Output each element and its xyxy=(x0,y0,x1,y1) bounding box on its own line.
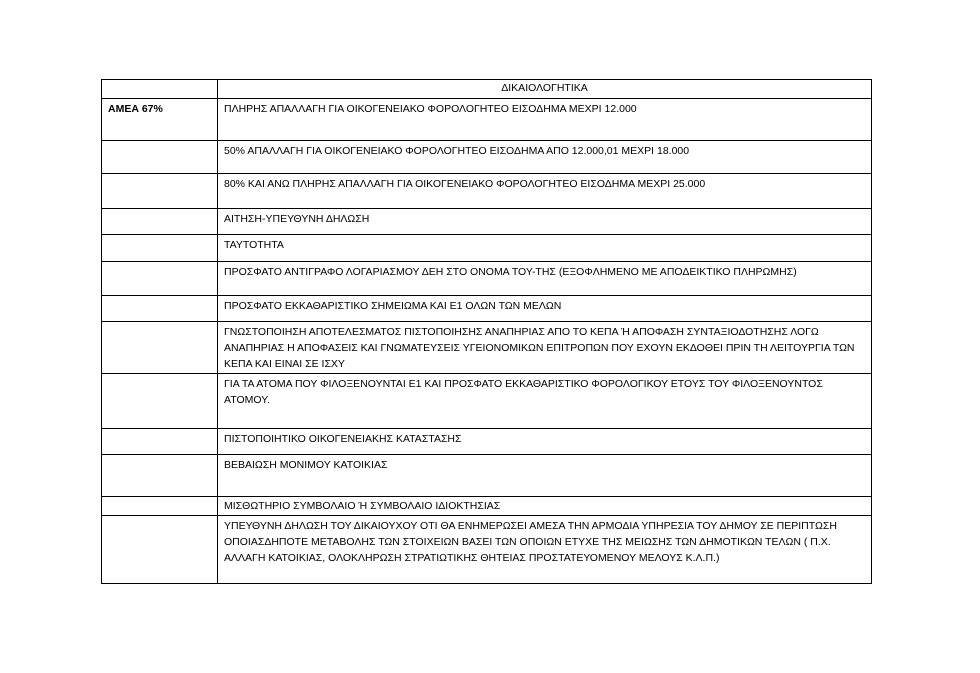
requirement-text: ΠΛΗΡΗΣ ΑΠΑΛΛΑΓΗ ΓΙΑ ΟΙΚΟΓΕΝΕΙΑΚΟ ΦΟΡΟΛΟΓΗΤΕΟ ΕΙΣΟΔΗΜΑ ΜΕΧΡΙ 12.000 xyxy=(224,103,637,115)
table-row xyxy=(102,209,872,235)
requirement-text: ΤΑΥΤΟΤΗΤΑ xyxy=(224,239,284,251)
requirement-cell xyxy=(218,516,872,584)
requirement-text: ΒΕΒΑΙΩΣΗ ΜΟΝΙΜΟΥ ΚΑΤΟΙΚΙΑΣ xyxy=(224,459,388,471)
table-header-row xyxy=(102,80,872,99)
empty-cell xyxy=(102,262,218,296)
requirements-table xyxy=(101,79,872,584)
empty-cell xyxy=(102,209,218,235)
requirement-cell xyxy=(218,497,872,516)
requirement-cell xyxy=(218,322,872,374)
requirement-cell xyxy=(218,262,872,296)
requirement-cell xyxy=(218,174,872,209)
requirement-cell xyxy=(218,455,872,497)
empty-cell xyxy=(102,174,218,209)
requirement-text: ΓΙΑ ΤΑ ΑΤΟΜΑ ΠΟΥ ΦΙΛΟΞΕΝΟΥΝΤΑΙ Ε1 ΚΑΙ ΠΡΟΣΦΑΤΟ ΕΚΚΑΘΑΡΙΣΤΙΚΟ ΦΟΡΟΛΟΓΙΚΟΥ ΕΤΟΥΣ ΤΟΥ ΦΙΛΟΞΕΝΟΥΝΤΟΣ ΑΤΟΜΟΥ. xyxy=(224,378,823,406)
table-row xyxy=(102,99,872,141)
empty-cell xyxy=(102,516,218,584)
header-empty-cell xyxy=(102,80,218,99)
empty-cell xyxy=(102,322,218,374)
requirement-cell xyxy=(218,209,872,235)
table-header-title: ΔΙΚΑΙΟΛΟΓΗΤΙΚΑ xyxy=(218,80,872,99)
requirement-text: ΓΝΩΣΤΟΠΟΙΗΣΗ ΑΠΟΤΕΛΕΣΜΑΤΟΣ ΠΙΣΤΟΠΟΙΗΣΗΣ ΑΝΑΠΗΡΙΑΣ ΑΠΟ ΤΟ ΚΕΠΑ Ή ΑΠΟΦΑΣΗ ΣΥΝΤΑΞΙΟΔΟΤΗΣΗΣ ΛΟΓΩ ΑΝΑΠΗΡΙΑΣ Η ΑΠΟΦΑΣΕΙΣ ΚΑΙ ΓΝΩΜΑΤΕΥΣΕΙΣ ΥΓΕΙΟΝΟΜΙΚΩΝ ΕΠΙΤΡΟΠΩΝ ΠΟΥ ΕΧΟΥΝ ΕΚΔΟΘΕΙ ΠΡΙΝ ΤΗ ΛΕΙΤΟΥΡΓΙΑ ΤΩΝ ΚΕΠΑ ΚΑΙ ΕΙΝΑΙ ΣΕ ΙΣΧΥ xyxy=(224,326,855,370)
empty-cell xyxy=(102,296,218,322)
requirement-text: ΑΙΤΗΣΗ-ΥΠΕΥΘΥΝΗ ΔΗΛΩΣΗ xyxy=(224,213,370,225)
category-text: ΑΜΕΑ 67% xyxy=(108,103,163,115)
table-row xyxy=(102,235,872,262)
table-row xyxy=(102,455,872,497)
empty-cell xyxy=(102,374,218,429)
table-row xyxy=(102,374,872,429)
requirement-text: ΠΙΣΤΟΠΟΙΗΤΙΚΟ ΟΙΚΟΓΕΝΕΙΑΚΗΣ ΚΑΤΑΣΤΑΣΗΣ xyxy=(224,433,462,445)
requirement-text: ΠΡΟΣΦΑΤΟ ΕΚΚΑΘΑΡΙΣΤΙΚΟ ΣΗΜΕΙΩΜΑ ΚΑΙ Ε1 ΟΛΩΝ ΤΩΝ ΜΕΛΩΝ xyxy=(224,300,562,312)
requirement-cell xyxy=(218,374,872,429)
table-row xyxy=(102,429,872,455)
empty-cell xyxy=(102,429,218,455)
empty-cell xyxy=(102,141,218,174)
empty-cell xyxy=(102,497,218,516)
empty-cell xyxy=(102,235,218,262)
table-row xyxy=(102,516,872,584)
table-row xyxy=(102,262,872,296)
requirement-cell xyxy=(218,141,872,174)
requirement-cell xyxy=(218,296,872,322)
requirement-cell xyxy=(218,429,872,455)
requirement-text: ΠΡΟΣΦΑΤΟ ΑΝΤΙΓΡΑΦΟ ΛΟΓΑΡΙΑΣΜΟΥ ΔΕΗ ΣΤΟ ΟΝΟΜΑ ΤΟΥ-ΤΗΣ (ΕΞΟΦΛΗΜΕΝΟ ΜΕ ΑΠΟΔΕΙΚΤΙΚΟ ΠΛΗΡΩΜΗΣ) xyxy=(224,266,797,278)
requirement-cell xyxy=(218,235,872,262)
requirement-text: ΜΙΣΘΩΤΗΡΙΟ ΣΥΜΒΟΛΑΙΟ Ή ΣΥΜΒΟΛΑΙΟ ΙΔΙΟΚΤΗΣΙΑΣ xyxy=(224,500,501,512)
empty-cell xyxy=(102,455,218,497)
category-label xyxy=(102,99,218,141)
table-row xyxy=(102,141,872,174)
table-row xyxy=(102,174,872,209)
requirement-text: ΥΠΕΥΘΥΝΗ ΔΗΛΩΣΗ ΤΟΥ ΔΙΚΑΙΟΥΧΟΥ ΟΤΙ ΘΑ ΕΝΗΜΕΡΩΣΕΙ ΑΜΕΣΑ ΤΗΝ ΑΡΜΟΔΙΑ ΥΠΗΡΕΣΙΑ ΤΟΥ ΔΗΜΟΥ ΣΕ ΠΕΡΙΠΤΩΣΗ ΟΠΟΙΑΣΔΗΠΟΤΕ ΜΕΤΑΒΟΛΗΣ ΤΩΝ ΣΤΟΙΧΕΙΩΝ ΒΑΣΕΙ ΤΩΝ ΟΠΟΙΩΝ ΕΤΥΧΕ ΤΗΣ ΜΕΙΩΣΗΣ ΤΩΝ ΔΗΜΟΤΙΚΩΝ ΤΕΛΩΝ ( Π.Χ. ΑΛΛΑΓΗ ΚΑΤΟΙΚΙΑΣ, ΟΛΟΚΛΗΡΩΣΗ ΣΤΡΑΤΙΩΤΙΚΗΣ ΘΗΤΕΙΑΣ ΠΡΟΣΤΑΤΕΥΟΜΕΝΟΥ ΜΕΛΟΥΣ Κ.Λ.Π.) xyxy=(224,520,837,564)
table-row xyxy=(102,296,872,322)
table-row xyxy=(102,322,872,374)
table-row xyxy=(102,497,872,516)
requirement-text: 50% ΑΠΑΛΛΑΓΗ ΓΙΑ ΟΙΚΟΓΕΝΕΙΑΚΟ ΦΟΡΟΛΟΓΗΤΕΟ ΕΙΣΟΔΗΜΑ ΑΠΟ 12.000,01 ΜΕΧΡΙ 18.000 xyxy=(224,145,690,157)
requirement-text: 80% ΚΑΙ ΑΝΩ ΠΛΗΡΗΣ ΑΠΑΛΛΑΓΗ ΓΙΑ ΟΙΚΟΓΕΝΕΙΑΚΟ ΦΟΡΟΛΟΓΗΤΕΟ ΕΙΣΟΔΗΜΑ ΜΕΧΡΙ 25.000 xyxy=(224,178,706,190)
requirement-cell xyxy=(218,99,872,141)
